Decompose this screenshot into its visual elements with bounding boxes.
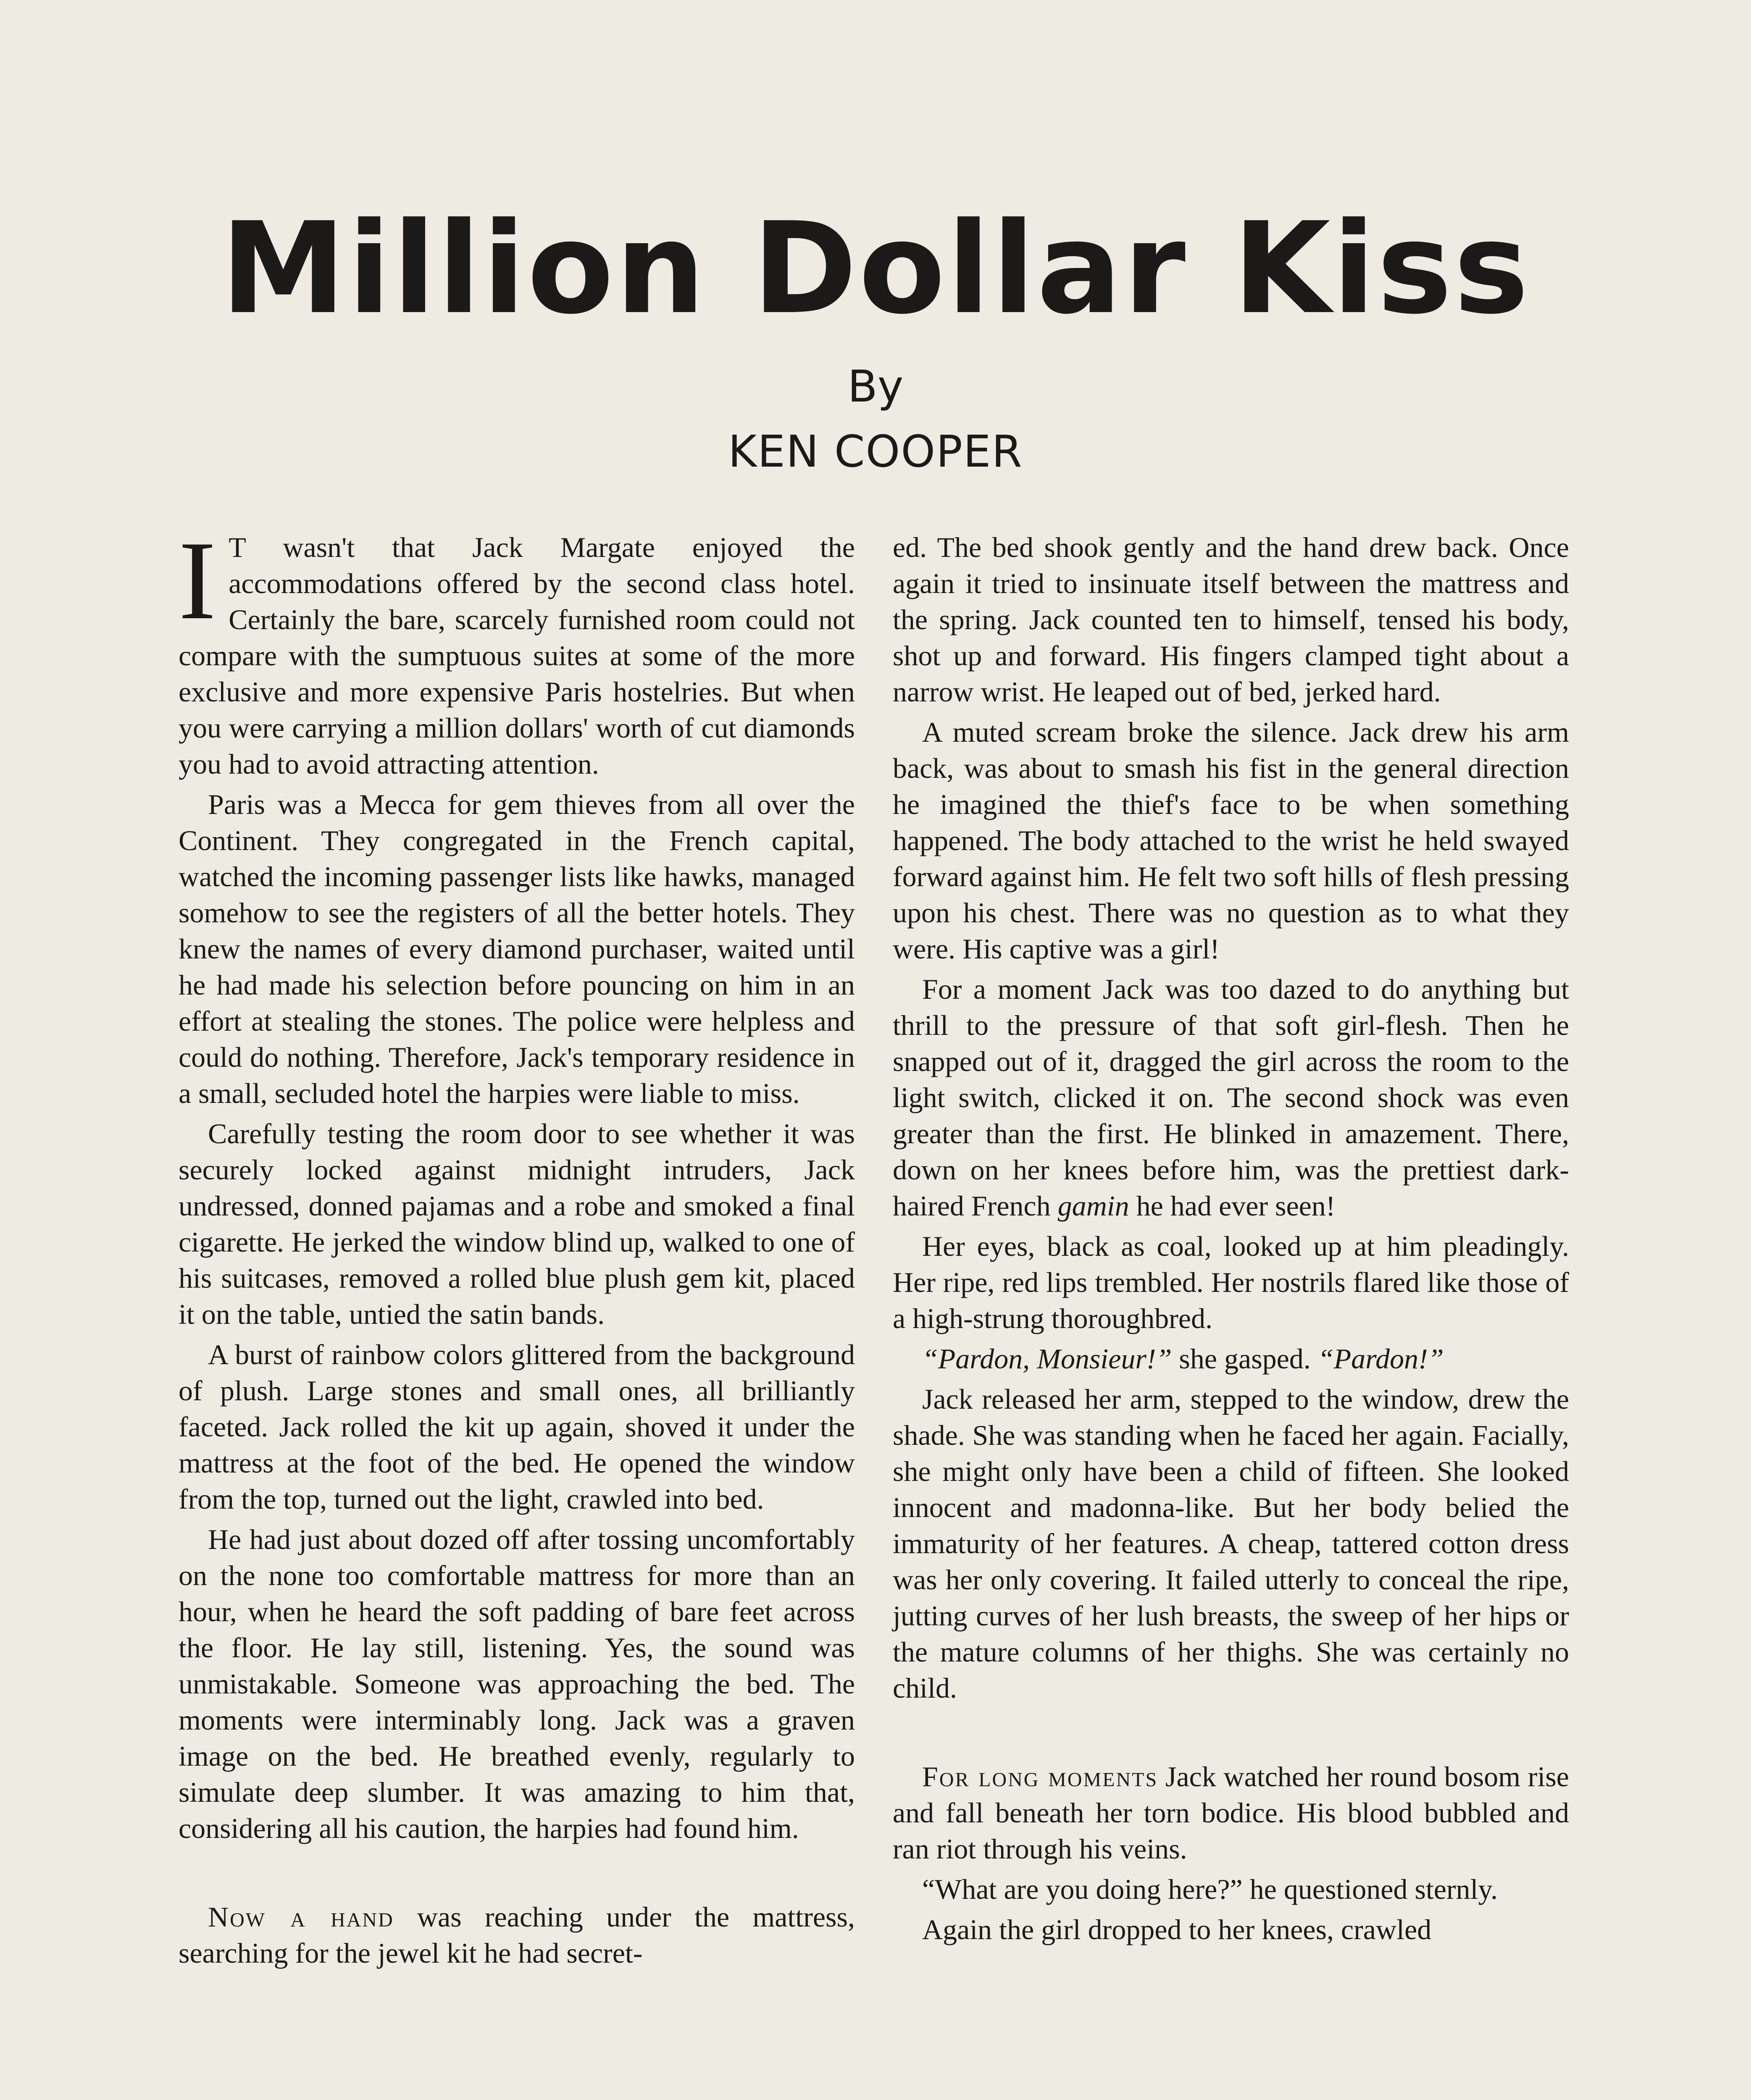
paragraph-9 bbox=[893, 971, 1569, 1224]
drop-cap: I bbox=[179, 518, 216, 643]
paragraph-14: “What are you doing here?” he questioned sternly. bbox=[922, 1873, 1498, 1905]
paragraph-1 bbox=[179, 518, 855, 782]
paragraph-13 bbox=[893, 1759, 1569, 1867]
italic-word: gamin bbox=[1057, 1190, 1129, 1222]
story-title: Million Dollar Kiss bbox=[220, 195, 1531, 342]
left-column bbox=[179, 518, 855, 1975]
paragraph-3: Carefully testing the room door to see whether it was securely locked against midnight intruders, Jack undressed, donned pajamas and a robe and smoked a final cigarette. He jerked the window blind up, walked to one of his suitcases, removed a rolled blue plush gem kit, placed it on the table, untied the satin bands. bbox=[179, 1118, 855, 1330]
dialogue-quote-1: “Pardon, Monsieur!” bbox=[922, 1343, 1172, 1375]
paragraph-1-text: T wasn't that Jack Margate enjoyed the accommodations offered by the second class hotel. Certainly the bare, scarcely furnished room could not compare with the sumptuous suites at some of the more exclusive and more expensive Paris hostelries. But when you were carrying a million dollars' worth of cut diamonds you had to avoid attracting attention. bbox=[179, 531, 855, 780]
paragraph-11 bbox=[893, 1341, 1569, 1377]
byline-by: By bbox=[847, 361, 904, 412]
paragraph-5: He had just about dozed off after tossing uncomfortably on the none too comfortable mattress for more than an hour, when he heard the soft padding of bare feet across the floor. He lay still, listening. Yes, the sound was unmistakable. Someone was approaching the bed. The moments were interminably long. Jack was a graven image on the bed. He breathed evenly, regularly to simulate deep slumber. It was amazing to him that, considering all his caution, the harpies had found him. bbox=[179, 1523, 855, 1844]
paragraph-13-text: Jack watched her round bosom rise and fall beneath her torn bodice. His blood bubbled and ran riot through his veins. bbox=[893, 1761, 1569, 1865]
paragraph-12: Jack released her arm, stepped to the window, drew the shade. She was standing when he faced her again. Facially, she might only have been a child of fifteen. She looked innocent and madonna-like. But her body belied the immaturity of her features. A cheap, tattered cotton dress was her only covering. It failed utterly to conceal the ripe, jutting curves of her lush breasts, the sweep of her hips or the mature columns of her thighs. She was certainly no child. bbox=[893, 1383, 1569, 1704]
author-name: KEN COOPER bbox=[728, 426, 1023, 477]
paragraph-15: Again the girl dropped to her knees, crawled bbox=[922, 1914, 1432, 1945]
section-lead-in: Now a hand bbox=[208, 1901, 394, 1933]
paragraph-4: A burst of rainbow colors glittered from the background of plush. Large stones and small ones, all brilliantly faceted. Jack rolled the kit up again, shoved it under the mattress at the foot of the bed. He opened the window from the top, turned out the light, crawled into bed. bbox=[179, 1339, 855, 1515]
dialogue-quote-2: “Pardon!” bbox=[1317, 1343, 1444, 1375]
paragraph-8: A muted scream broke the silence. Jack drew his arm back, was about to smash his fist in the general direction he imagined the thief's face to be when something happened. The body attached to the wrist he held swayed forward against him. He felt two soft hills of flesh pressing upon his chest. There was no question as to what they were. His captive was a girl! bbox=[893, 716, 1569, 965]
section-lead-in-2: For long moments bbox=[922, 1761, 1158, 1793]
dialogue-tag: she gasped. bbox=[1172, 1343, 1318, 1375]
paragraph-9-text-b: he had ever seen! bbox=[1129, 1190, 1336, 1222]
paragraph-9-text-a: For a moment Jack was too dazed to do anything but thrill to the pressure of that soft girl-flesh. Then he snapped out of it, dragged the girl across the room to the light switch, clicked it on. The second shock was even greater than the first. He blinked in amazement. There, down on her knees before him, was the prettiest dark-haired French bbox=[893, 973, 1569, 1222]
paragraph-6 bbox=[179, 1899, 855, 1971]
paragraph-10: Her eyes, black as coal, looked up at him pleadingly. Her ripe, red lips trembled. Her nostrils flared like those of a high-strung thoroughbred. bbox=[893, 1230, 1569, 1334]
right-column bbox=[893, 529, 1569, 1952]
paragraph-6-text: was reaching under the mattress, searching for the jewel kit he had secret- bbox=[179, 1901, 855, 1969]
paragraph-7: ed. The bed shook gently and the hand drew back. Once again it tried to insinuate itself between the mattress and the spring. Jack counted ten to himself, tensed his body, shot up and forward. His fingers clamped tight about a narrow wrist. He leaped out of bed, jerked hard. bbox=[893, 531, 1569, 708]
paragraph-2: Paris was a Mecca for gem thieves from all over the Continent. They congregated in the French capital, watched the incoming passenger lists like hawks, managed somehow to see the registers of all the better hotels. They knew the names of every diamond purchaser, waited until he had made his selection before pouncing on him in an effort at stealing the stones. The police were helpless and could do nothing. Therefore, Jack's temporary residence in a small, secluded hotel the harpies were liable to miss. bbox=[179, 788, 855, 1109]
